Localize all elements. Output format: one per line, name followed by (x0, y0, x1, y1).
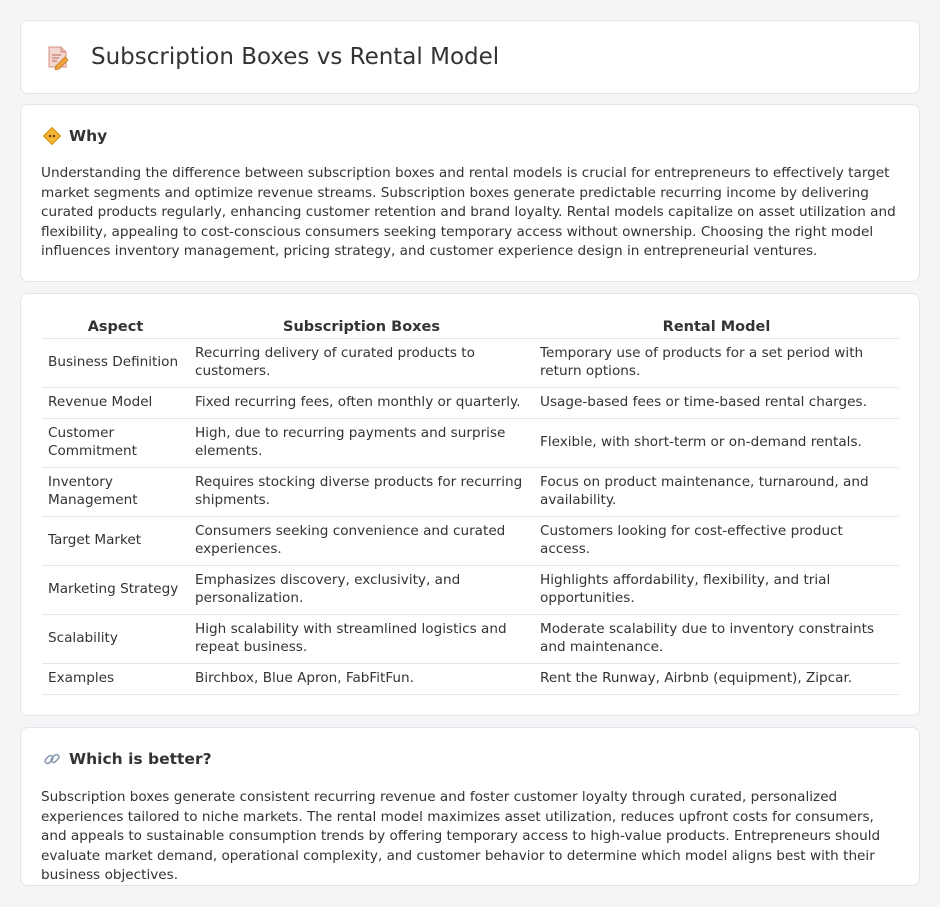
row-rental: Moderate scalability due to inventory constraints and maintenance. (534, 614, 899, 663)
row-rental: Focus on product maintenance, turnaround, and availability. (534, 467, 899, 516)
header-rental-model: Rental Model (534, 316, 899, 338)
table-row (42, 565, 899, 614)
title-card (20, 20, 920, 94)
row-subscription: High, due to recurring payments and surprise elements. (189, 418, 534, 467)
document-pencil-icon (45, 44, 71, 70)
header-aspect: Aspect (42, 316, 189, 338)
table-row (42, 467, 899, 516)
table-row (42, 338, 899, 387)
table-row (42, 516, 899, 565)
row-rental: Usage-based fees or time-based rental charges. (534, 387, 899, 418)
row-subscription: Consumers seeking convenience and curated experiences. (189, 516, 534, 565)
row-subscription: Emphasizes discovery, exclusivity, and personalization. (189, 565, 534, 614)
which-header (21, 728, 919, 768)
comparison-section (20, 293, 920, 716)
row-rental: Flexible, with short-term or on-demand rentals. (534, 418, 899, 467)
header-subscription-boxes: Subscription Boxes (189, 316, 534, 338)
row-aspect: Scalability (42, 614, 189, 663)
row-rental: Rent the Runway, Airbnb (equipment), Zipcar. (534, 663, 899, 694)
row-aspect: Business Definition (42, 338, 189, 387)
row-aspect: Examples (42, 663, 189, 694)
table-row (42, 663, 899, 694)
table-header-row (42, 316, 899, 338)
row-subscription: Recurring delivery of curated products to customers. (189, 338, 534, 387)
row-subscription: Birchbox, Blue Apron, FabFitFun. (189, 663, 534, 694)
row-aspect: Inventory Management (42, 467, 189, 516)
row-rental: Highlights affordability, flexibility, and trial opportunities. (534, 565, 899, 614)
table-row (42, 614, 899, 663)
row-rental: Customers looking for cost-effective product access. (534, 516, 899, 565)
which-heading: Which is better? (69, 750, 212, 768)
row-subscription: Fixed recurring fees, often monthly or quarterly. (189, 387, 534, 418)
table-row (42, 418, 899, 467)
why-paragraph: Understanding the difference between subscription boxes and rental models is crucial for entrepreneurs to effectively target market segments and optimize revenue streams. Subscription boxes generate predictable recurring income by delivering curated products regularly, enhancing customer retention and brand loyalty. Rental models capitalize on asset utilization and flexibility, appealing to cost-conscious consumers seeking temporary access without ownership. Choosing the right model influences inventory management, pricing strategy, and customer experience design in entrepreneurial ventures. (41, 165, 896, 260)
why-heading: Why (69, 127, 108, 145)
table-row (42, 387, 899, 418)
row-aspect: Revenue Model (42, 387, 189, 418)
page-title: Subscription Boxes vs Rental Model (91, 44, 500, 70)
why-section (20, 104, 920, 282)
link-icon (43, 750, 61, 768)
row-aspect: Marketing Strategy (42, 565, 189, 614)
diamond-sign-icon (43, 127, 61, 145)
row-rental: Temporary use of products for a set period with return options. (534, 338, 899, 387)
which-section (20, 727, 920, 886)
row-aspect: Customer Commitment (42, 418, 189, 467)
title-row (21, 21, 919, 93)
why-header (21, 105, 919, 145)
row-subscription: Requires stocking diverse products for recurring shipments. (189, 467, 534, 516)
which-paragraph: Subscription boxes generate consistent recurring revenue and foster customer loyalty through curated, personalized experiences tailored to niche markets. The rental model maximizes asset utilization, reduces upfront costs for consumers, and appeals to sustainable consumption trends by offering temporary access to high-value products. Entrepreneurs should evaluate market demand, operational complexity, and customer behavior to determine which model aligns best with their business objectives. (41, 789, 881, 884)
comparison-table (42, 316, 899, 695)
row-aspect: Target Market (42, 516, 189, 565)
row-subscription: High scalability with streamlined logistics and repeat business. (189, 614, 534, 663)
